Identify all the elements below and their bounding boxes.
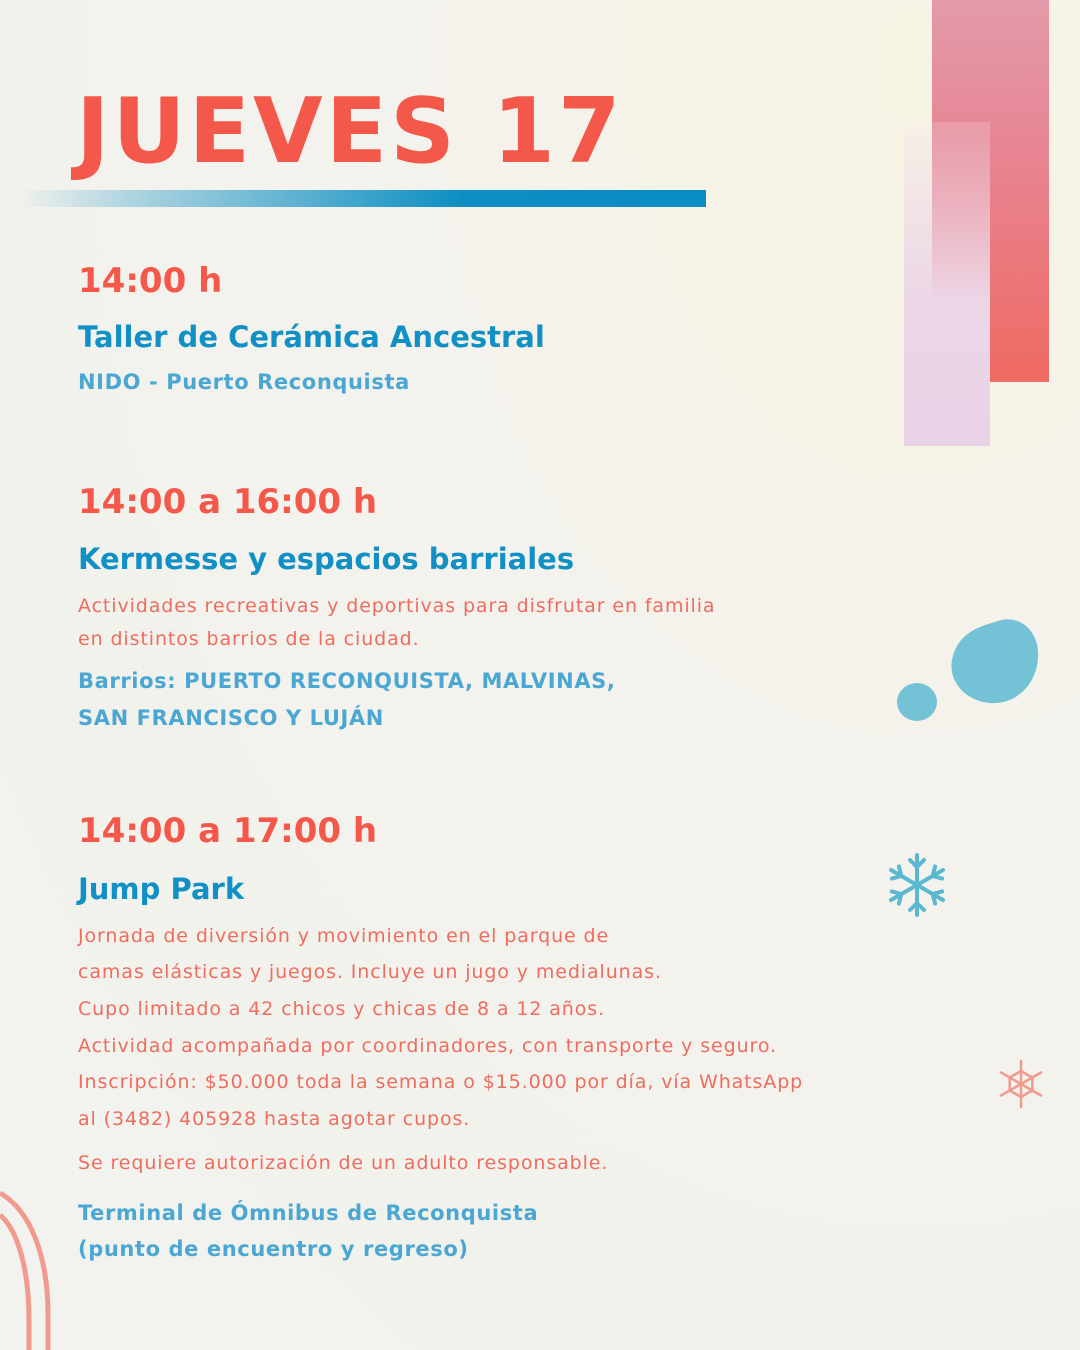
event-title: Taller de Cerámica Ancestral — [78, 320, 545, 354]
event-time: 14:00 h — [78, 261, 223, 301]
event-description-line: Jornada de diversión y movimiento en el parque de — [78, 925, 610, 947]
event-description-line: Actividades recreativas y deportivas para disfrutar en familia — [78, 595, 716, 617]
event-location: NIDO - Puerto Reconquista — [78, 370, 410, 394]
blue-dots-decoration — [890, 610, 1050, 730]
event-description-line: Actividad acompañada por coordinadores, con transporte y seguro. — [78, 1035, 777, 1057]
event-note: Se requiere autorización de un adulto responsable. — [78, 1152, 609, 1174]
event-description-line: al (3482) 405928 hasta agotar cupos. — [78, 1108, 471, 1130]
small-blue-dot — [897, 683, 937, 721]
event-description-line: Cupo limitado a 42 chicos y chicas de 8 a 12 años. — [78, 998, 606, 1020]
event-location: Barrios: PUERTO RECONQUISTA, MALVINAS, — [78, 669, 616, 693]
event-time: 14:00 a 16:00 h — [78, 482, 378, 522]
event-description-line: en distintos barrios de la ciudad. — [78, 628, 420, 650]
event-time: 14:00 a 17:00 h — [78, 811, 378, 851]
arc-lines-decoration — [0, 1185, 60, 1350]
large-blue-dot — [951, 619, 1038, 703]
event-description-line: Inscripción: $50.000 toda la semana o $15.000 por día, vía WhatsApp — [78, 1071, 804, 1093]
small-snowflake-icon — [995, 1058, 1047, 1110]
event-title: Kermesse y espacios barriales — [78, 542, 575, 576]
event-description-line: camas elásticas y juegos. Incluye un jugo y medialunas. — [78, 961, 662, 983]
page-title: JUEVES 17 — [76, 79, 624, 184]
title-underline — [14, 190, 706, 207]
snowflake-icon — [880, 850, 954, 920]
event-location: (punto de encuentro y regreso) — [78, 1237, 469, 1261]
event-location: SAN FRANCISCO Y LUJÁN — [78, 706, 384, 730]
event-location: Terminal de Ómnibus de Reconquista — [78, 1201, 539, 1225]
decorative-bar-lilac — [904, 122, 990, 446]
event-title: Jump Park — [78, 872, 245, 906]
